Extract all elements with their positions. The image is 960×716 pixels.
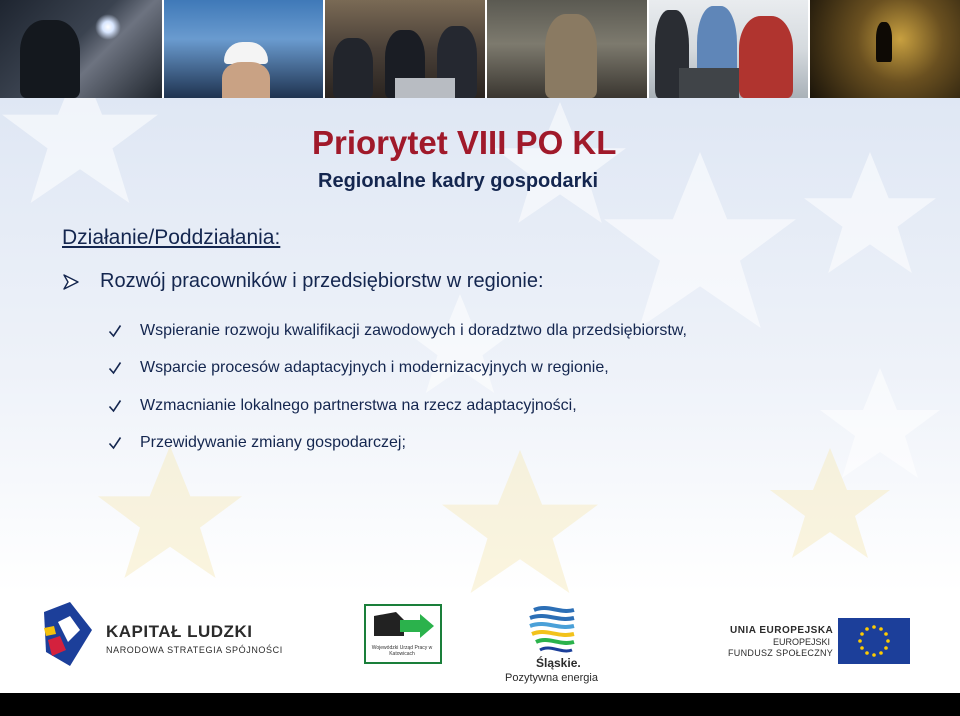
photo-silhouette <box>810 0 960 98</box>
main-bullet <box>62 270 544 293</box>
check-item <box>108 350 687 388</box>
check-list <box>108 312 687 462</box>
checkmark-icon <box>108 436 122 450</box>
arrowhead-bullet-icon <box>62 273 80 291</box>
ue-line2: EUROPEJSKI <box>773 637 831 647</box>
check-item-text: Wsparcie procesów adaptacyjnych i modernizacyjnych w regionie, <box>140 359 609 377</box>
checkmark-icon <box>108 361 122 375</box>
check-item <box>108 312 687 350</box>
photo-welder <box>0 0 162 98</box>
bottom-edge <box>0 693 960 716</box>
slide-title: Priorytet VIII PO KL <box>312 124 617 161</box>
check-item <box>108 425 687 463</box>
kapital-ludzki-subtitle: NARODOWA STRATEGIA SPÓJNOŚCI <box>106 645 283 655</box>
check-item-text: Wzmacnianie lokalnego partnerstwa na rzecz adaptacyjności, <box>140 396 577 414</box>
eu-flag-icon <box>838 618 910 664</box>
ue-line3: FUNDUSZ SPOŁECZNY <box>728 648 834 658</box>
slaskie-name: Śląskie. <box>536 656 581 670</box>
slaskie-tagline: Pozytywna energia <box>505 672 598 684</box>
wup-text: Wojewódzki Urząd Pracy w Katowicach <box>371 645 433 657</box>
checkmark-icon <box>108 324 122 338</box>
photo-strip <box>0 0 960 98</box>
kapital-ludzki-title: KAPITAŁ LUDZKI <box>106 622 253 641</box>
slide-subtitle: Regionalne kadry gospodarki <box>318 170 599 192</box>
photo-engineer <box>164 0 324 98</box>
check-item-text: Wspieranie rozwoju kwalifikacji zawodowych i doradztwo dla przedsiębiorstw, <box>140 321 687 339</box>
photo-worker <box>487 0 647 98</box>
photo-business-team <box>325 0 485 98</box>
check-item-text: Przewidywanie zmiany gospodarczej; <box>140 434 406 452</box>
main-bullet-text: Rozwój pracowników i przedsiębiorstw w regionie: <box>100 270 544 292</box>
checkmark-icon <box>108 399 122 413</box>
section-label: Działanie/Poddziałania: <box>62 226 281 249</box>
check-item <box>108 387 687 425</box>
ue-line1: UNIA EUROPEJSKA <box>730 625 834 636</box>
wup-arrow-icon <box>366 606 440 646</box>
photo-office-team <box>649 0 809 98</box>
